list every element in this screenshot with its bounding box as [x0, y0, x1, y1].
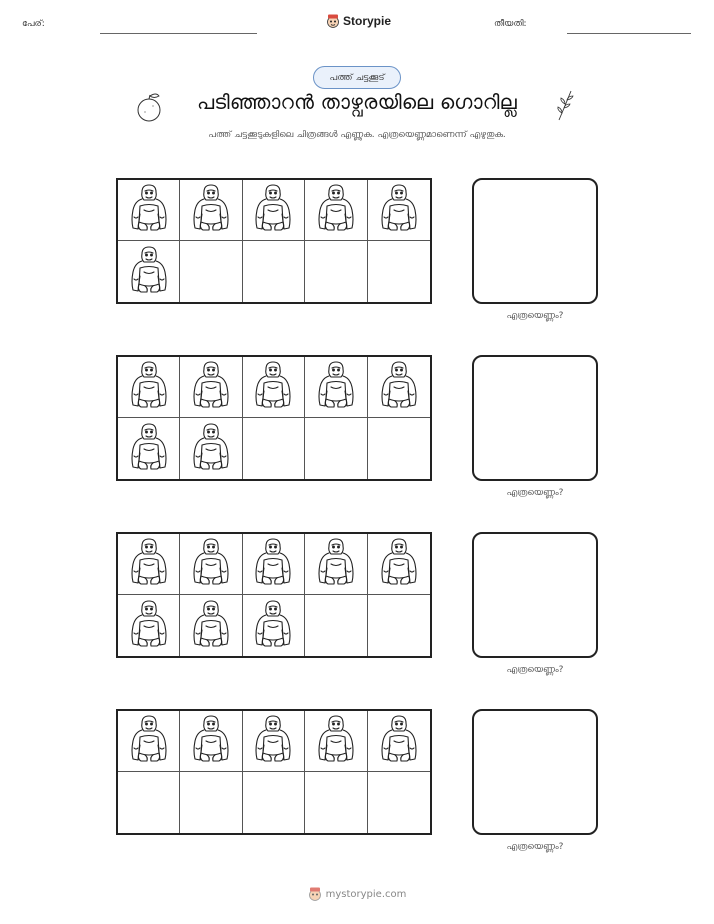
gorilla-icon — [189, 713, 233, 769]
ten-frame-cell — [243, 711, 305, 772]
ten-frame-cell — [368, 241, 430, 302]
page-title: പടിഞ്ഞാറൻ താഴ്വരയിലെ ഗൊറില്ല — [197, 90, 517, 114]
ten-frame-cell — [368, 180, 430, 241]
date-label: തീയതി: — [494, 19, 527, 29]
ten-frame-cell — [243, 772, 305, 833]
date-field[interactable] — [567, 33, 691, 34]
worksheet-type-badge: പത്ത് ചട്ടക്കൂട് — [313, 66, 401, 89]
ten-frame-cell — [305, 595, 367, 656]
ten-frame-cell — [368, 772, 430, 833]
gorilla-icon — [314, 182, 358, 238]
ten-frame-cell — [180, 357, 242, 418]
ten-frame — [116, 532, 432, 658]
ten-frame-cell — [243, 418, 305, 479]
ten-frame-cell — [305, 534, 367, 595]
ten-frame-cell — [243, 241, 305, 302]
gorilla-icon — [127, 598, 171, 654]
ten-frame-cell — [243, 595, 305, 656]
ten-frame-cell — [180, 534, 242, 595]
ten-frame-cell — [118, 418, 180, 479]
ten-frame-row-2 — [116, 355, 616, 515]
gorilla-icon — [377, 182, 421, 238]
herb-sprig-icon — [555, 88, 575, 126]
ten-frame-cell — [368, 357, 430, 418]
footer-url: mystorypie.com — [325, 888, 407, 900]
gorilla-icon — [189, 359, 233, 415]
ten-frame-cell — [305, 357, 367, 418]
ten-frame — [116, 709, 432, 835]
gorilla-icon — [251, 359, 295, 415]
name-label: പേര്: — [22, 19, 45, 29]
ten-frame-cell — [118, 534, 180, 595]
ten-frame-cell — [180, 241, 242, 302]
gorilla-icon — [251, 598, 295, 654]
ten-frame-cell — [305, 241, 367, 302]
gorilla-icon — [127, 244, 171, 300]
gorilla-icon — [127, 536, 171, 592]
ten-frame-cell — [243, 180, 305, 241]
ten-frame-cell — [368, 418, 430, 479]
gorilla-icon — [189, 536, 233, 592]
answer-box[interactable] — [472, 178, 598, 304]
gorilla-icon — [314, 359, 358, 415]
ten-frame-cell — [118, 357, 180, 418]
ten-frame-cell — [180, 180, 242, 241]
answer-box[interactable] — [472, 532, 598, 658]
ten-frame-cell — [305, 711, 367, 772]
footer — [0, 886, 714, 902]
ten-frame-cell — [180, 418, 242, 479]
gorilla-icon — [377, 536, 421, 592]
storypie-logo — [326, 13, 391, 29]
gorilla-icon — [314, 536, 358, 592]
name-field[interactable] — [100, 33, 257, 34]
ten-frame — [116, 355, 432, 481]
answer-box[interactable] — [472, 355, 598, 481]
ten-frame-cell — [118, 180, 180, 241]
gorilla-icon — [127, 359, 171, 415]
how-many-prompt: എത്രയെണ്ണം? — [506, 311, 564, 321]
gorilla-icon — [127, 713, 171, 769]
ten-frame — [116, 178, 432, 304]
ten-frame-cell — [180, 772, 242, 833]
instructions: പത്ത് ചട്ടക്കൂടുകളിലെ ചിത്രങ്ങൾ എണ്ണുക. എത്രയെണ്ണമാണെന്ന് എഴുതുക. — [208, 130, 506, 140]
ten-frame-cell — [305, 772, 367, 833]
how-many-prompt: എത്രയെണ്ണം? — [506, 665, 564, 675]
gorilla-icon — [377, 359, 421, 415]
ten-frame-cell — [243, 534, 305, 595]
gorilla-icon — [251, 713, 295, 769]
gorilla-icon — [127, 421, 171, 477]
how-many-prompt: എത്രയെണ്ണം? — [506, 842, 564, 852]
gorilla-icon — [127, 182, 171, 238]
brand-name: Storypie — [343, 14, 392, 28]
answer-box[interactable] — [472, 709, 598, 835]
gorilla-icon — [189, 598, 233, 654]
gorilla-icon — [189, 182, 233, 238]
gorilla-icon — [189, 421, 233, 477]
ten-frame-cell — [180, 711, 242, 772]
ten-frame-cell — [180, 595, 242, 656]
mascot-icon — [326, 13, 340, 29]
gorilla-icon — [314, 713, 358, 769]
ten-frame-cell — [368, 595, 430, 656]
mascot-icon — [308, 886, 322, 902]
ten-frame-cell — [305, 180, 367, 241]
gorilla-icon — [251, 536, 295, 592]
gorilla-icon — [251, 182, 295, 238]
ten-frame-cell — [118, 772, 180, 833]
how-many-prompt: എത്രയെണ്ണം? — [506, 488, 564, 498]
ten-frame-cell — [243, 357, 305, 418]
ten-frame-cell — [118, 595, 180, 656]
gorilla-icon — [377, 713, 421, 769]
ten-frame-cell — [368, 711, 430, 772]
ten-frame-row-3 — [116, 532, 616, 692]
ten-frame-row-1 — [116, 178, 616, 338]
ten-frame-cell — [118, 241, 180, 302]
ten-frame-cell — [305, 418, 367, 479]
ten-frame-row-4 — [116, 709, 616, 869]
ten-frame-cell — [368, 534, 430, 595]
ten-frame-cell — [118, 711, 180, 772]
